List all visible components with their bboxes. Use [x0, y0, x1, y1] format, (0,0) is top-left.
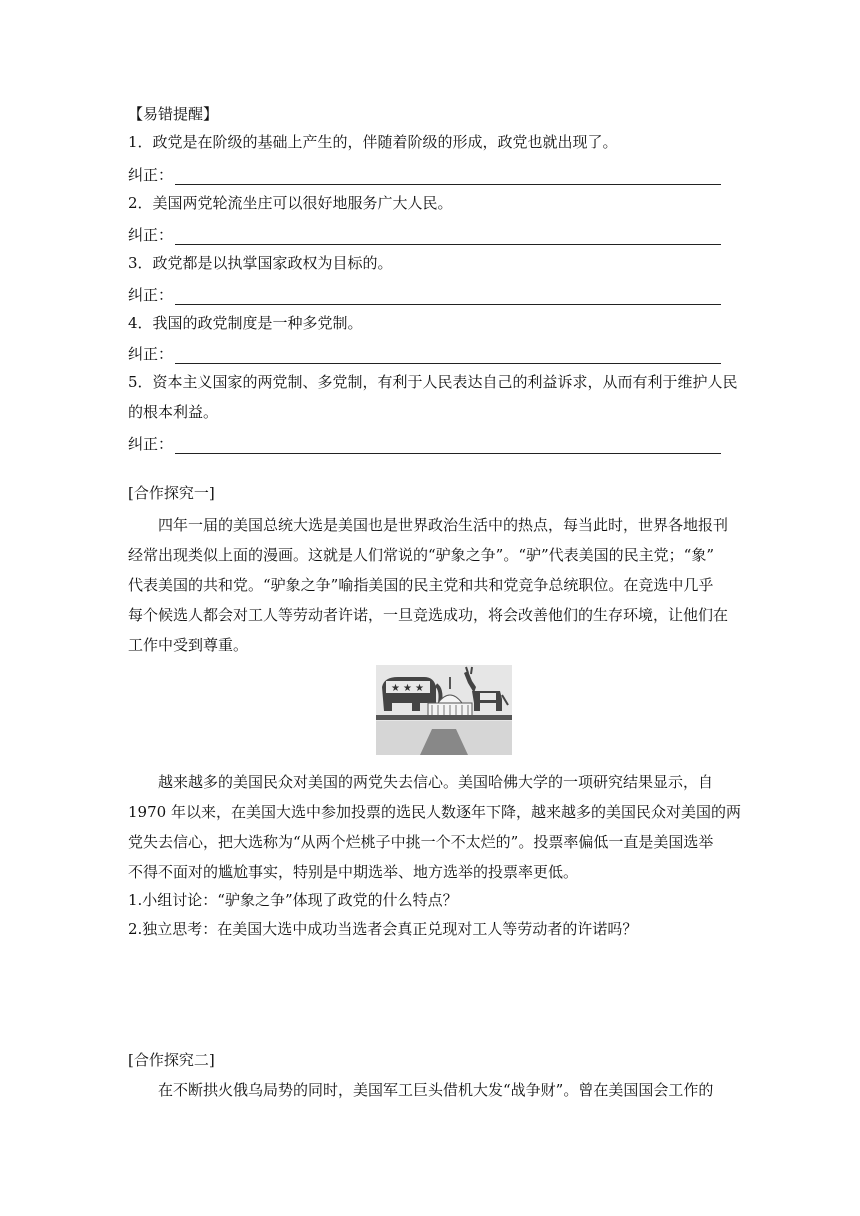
answer-blank[interactable]: [175, 171, 721, 185]
answer-blank[interactable]: [175, 231, 721, 245]
correction-line-5[interactable]: [128, 434, 740, 454]
svg-text:★: ★: [403, 683, 412, 694]
correction-label: 纠正：: [128, 435, 174, 453]
tip-item-5: 5．资本主义国家的两党制、多党制，有利于人民表达自己的利益诉求，从而有利于维护人民: [128, 373, 738, 391]
inquiry1-para2-line: 1970 年以来，在美国大选中参加投票的选民人数逐年下降，越来越多的美国民众对美国的两: [128, 803, 741, 821]
correction-line-3[interactable]: [128, 285, 740, 305]
correction-label: 纠正：: [128, 226, 174, 244]
tip-item-1: 1．政党是在阶级的基础上产生的，伴随着阶级的形成，政党也就出现了。: [128, 133, 618, 151]
donkey-elephant-cartoon: [376, 665, 512, 755]
inquiry1-para1-line: 每个候选人都会对工人等劳动者许诺，一旦竞选成功，将会改善他们的生存环境，让他们在: [128, 606, 729, 624]
question-1: 1.小组讨论：“驴象之争”体现了政党的什么特点？: [128, 891, 458, 909]
correction-line-2[interactable]: [128, 225, 740, 245]
tip-item-3: 3．政党都是以执掌国家政权为目标的。: [128, 254, 393, 272]
answer-blank[interactable]: [175, 440, 721, 454]
correction-line-4[interactable]: [128, 344, 740, 364]
svg-text:★: ★: [415, 683, 424, 694]
correction-line-1[interactable]: [128, 165, 740, 185]
tip-item-4: 4．我国的政党制度是一种多党制。: [128, 314, 363, 332]
inquiry2-para1-line: 在不断拱火俄乌局势的同时，美国军工巨头借机大发“战争财”。曾在美国国会工作的: [158, 1081, 714, 1099]
tip-item-5-cont: 的根本利益。: [128, 403, 219, 421]
answer-blank[interactable]: [175, 350, 721, 364]
inquiry1-para1-line: 四年一届的美国总统大选是美国也是世界政治生活中的热点，每当此时，世界各地报刊: [158, 516, 729, 534]
correction-label: 纠正：: [128, 286, 174, 304]
inquiry1-header: [合作探究一]: [128, 484, 215, 502]
inquiry1-para2-line: 党失去信心，把大选称为“从两个烂桃子中挑一个不太烂的”。投票率偏低一直是美国选举: [128, 833, 714, 851]
tip-item-2: 2．美国两党轮流坐庄可以很好地服务广大人民。: [128, 194, 453, 212]
correction-label: 纠正：: [128, 166, 174, 184]
inquiry2-header: [合作探究二]: [128, 1051, 215, 1069]
inquiry1-para1-line: 工作中受到尊重。: [128, 636, 249, 654]
inquiry1-para1-line: 代表美国的共和党。“驴象之争”喻指美国的民主党和共和党竞争总统职位。在竞选中几乎: [128, 576, 714, 594]
tips-header: 【易错提醒】: [128, 105, 219, 123]
inquiry1-para1-line: 经常出现类似上面的漫画。这就是人们常说的“驴象之争”。“驴”代表美国的民主党；“象”: [128, 546, 715, 564]
inquiry1-para2-line: 越来越多的美国民众对美国的两党失去信心。美国哈佛大学的一项研究结果显示，自: [158, 773, 714, 791]
answer-blank[interactable]: [175, 291, 721, 305]
question-2: 2.独立思考：在美国大选中成功当选者会真正兑现对工人等劳动者的许诺吗？: [128, 920, 638, 938]
correction-label: 纠正：: [128, 345, 174, 363]
inquiry1-para2-line: 不得不面对的尴尬事实，特别是中期选举、地方选举的投票率更低。: [128, 863, 579, 881]
svg-text:★: ★: [391, 683, 400, 694]
